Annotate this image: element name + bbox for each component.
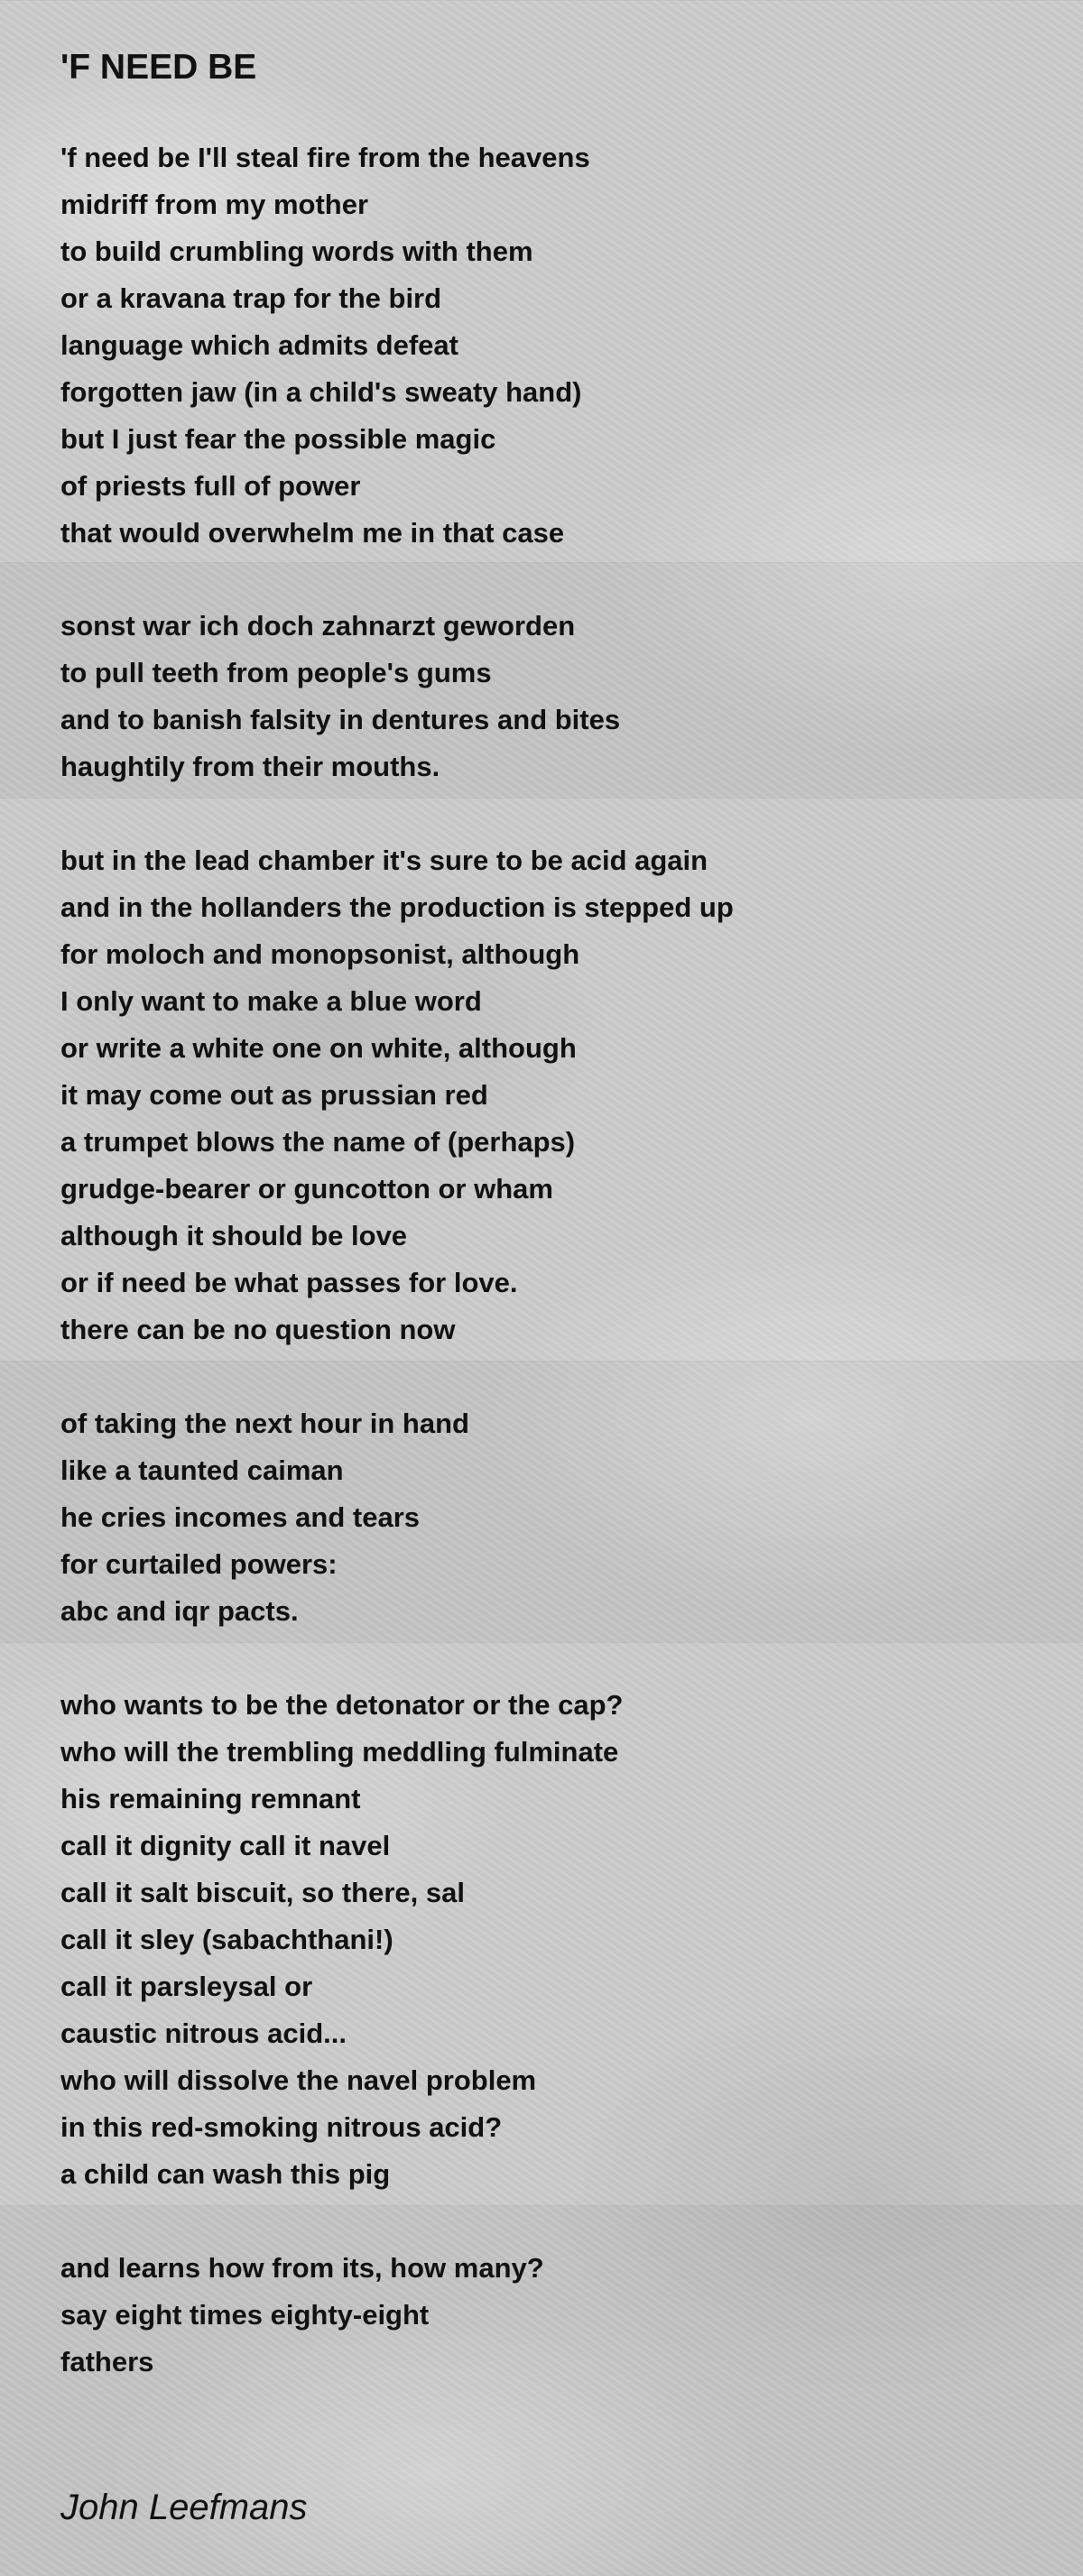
poem-line: forgotten jaw (in a child's sweaty hand): [60, 376, 582, 408]
poem-line: a child can wash this pig: [60, 2158, 391, 2190]
poem-line: like a taunted caiman: [60, 1454, 344, 1486]
poem-line: it may come out as prussian red: [60, 1079, 488, 1111]
poem-line: who will dissolve the navel problem: [60, 2064, 537, 2096]
poem-line: to pull teeth from people's gums: [60, 657, 492, 688]
poem-line: and to banish falsity in dentures and bites: [60, 704, 621, 735]
stanza-5: [60, 1682, 623, 2198]
poem-line: fathers: [60, 2346, 154, 2377]
stanza-4: [60, 1400, 469, 1635]
poem-line: haughtily from their mouths.: [60, 751, 440, 782]
poem-line: and in the hollanders the production is stepped up: [60, 891, 734, 923]
poem-line: abc and iqr pacts.: [60, 1595, 299, 1627]
poem-line: for moloch and monopsonist, although: [60, 938, 580, 970]
poem-line: sonst war ich doch zahnarzt geworden: [60, 610, 576, 642]
poem-line: and learns how from its, how many?: [60, 2252, 544, 2284]
stanza-3: [60, 837, 734, 1353]
poem-line: grudge-bearer or guncotton or wham: [60, 1173, 553, 1205]
poem-line: there can be no question now: [60, 1314, 456, 1345]
poem-line: in this red-smoking nitrous acid?: [60, 2111, 503, 2143]
poem-line: midriff from my mother: [60, 189, 369, 220]
poem-line: language which admits defeat: [60, 329, 458, 361]
poem-line: call it salt biscuit, so there, sal: [60, 1877, 465, 1908]
poem-line: that would overwhelm me in that case: [60, 517, 565, 549]
poem-line: say eight times eighty-eight: [60, 2299, 430, 2331]
stanza-2: [60, 603, 620, 790]
poem-line: he cries incomes and tears: [60, 1501, 421, 1533]
poem-line: although it should be love: [60, 1220, 408, 1251]
poem-title: 'F NEED BE: [60, 48, 257, 87]
poem-line: who will the trembling meddling fulminate: [60, 1736, 619, 1768]
poem-line: call it parsleysal or: [60, 1971, 313, 2002]
poem-line: of taking the next hour in hand: [60, 1408, 469, 1439]
poem-line: for curtailed powers:: [60, 1548, 338, 1580]
poem-author: John Leefmans: [60, 2488, 308, 2527]
poem-line: a trumpet blows the name of (perhaps): [60, 1126, 576, 1158]
poem-line: of priests full of power: [60, 470, 361, 502]
stanza-1: [60, 134, 590, 557]
poem-line: caustic nitrous acid...: [60, 2017, 347, 2049]
poem-line: who wants to be the detonator or the cap?: [60, 1689, 624, 1721]
poem-line: 'f need be I'll steal fire from the heavens: [60, 142, 590, 173]
poem-line: I only want to make a blue word: [60, 985, 482, 1017]
poem-line: or if need be what passes for love.: [60, 1267, 518, 1298]
poem-line: but I just fear the possible magic: [60, 423, 496, 455]
poem-line: to build crumbling words with them: [60, 235, 533, 267]
poem-line: or a kravana trap for the bird: [60, 282, 442, 314]
poem-line: or write a white one on white, although: [60, 1032, 577, 1064]
poem-line: call it dignity call it navel: [60, 1830, 391, 1861]
poem-line: but in the lead chamber it's sure to be acid again: [60, 845, 708, 876]
stanza-6: [60, 2245, 544, 2386]
poem-line: his remaining remnant: [60, 1783, 361, 1814]
poem-line: call it sley (sabachthani!): [60, 1924, 393, 1955]
